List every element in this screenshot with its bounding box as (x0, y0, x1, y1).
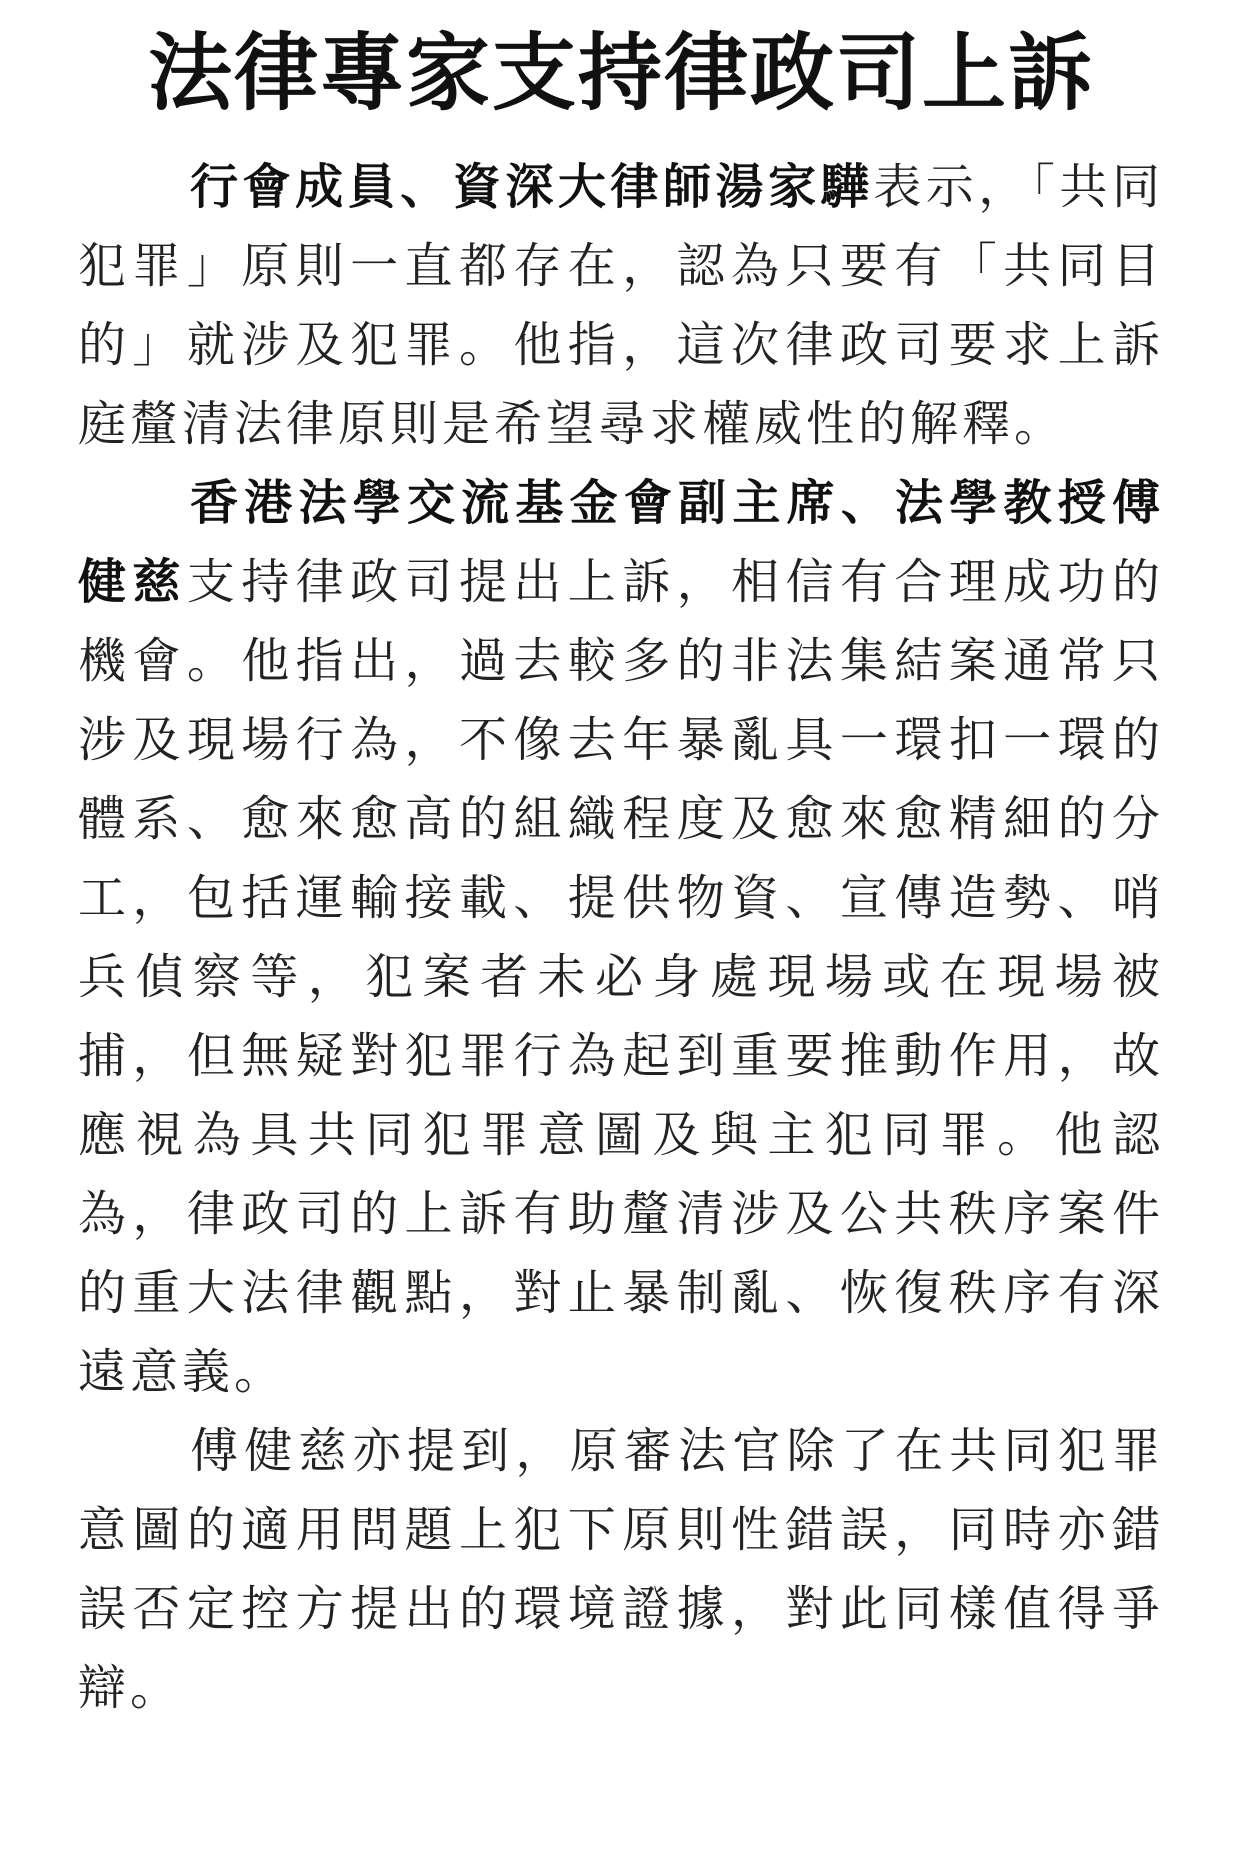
paragraph-2-lead: 香港法學交流基金會副主席、法學教授傅健慈 (78, 475, 1164, 610)
headline: 法律專家支持律政司上訴 (147, 23, 1094, 122)
paragraph-3 (78, 1412, 1164, 1728)
paragraph-2 (78, 464, 1164, 1412)
article-body (78, 148, 1164, 1728)
paragraph-2-text: 支持律政司提出上訴，相信有合理成功的機會。他指出，過去較多的非法集結案通常只涉及現場行為，不像去年暴亂具一環扣一環的體系、愈來愈高的組織程度及愈來愈精細的分工，包括運輸接載、提供物資、宣傳造勢、哨兵偵察等，犯案者未必身處現場或在現場被捕，但無疑對犯罪行為起到重要推動作用，故應視為具共同犯罪意圖及與主犯同罪。他認為，律政司的上訴有助釐清涉及公共秩序案件的重大法律觀點，對止暴制亂、恢復秩序有深遠意義。 (78, 554, 1164, 1400)
paragraph-1-lead: 行會成員、資深大律師湯家驊 (190, 159, 874, 215)
paragraph-1-text: 表示，「共同犯罪」原則一直都存在，認為只要有「共同目的」就涉及犯罪。他指，這次律政司要求上訴庭釐清法律原則是希望尋求權威性的解釋。 (78, 159, 1164, 452)
paragraph-3-text: 傅健慈亦提到，原審法官除了在共同犯罪意圖的適用問題上犯下原則性錯誤，同時亦錯誤否定控方提出的環境證據，對此同樣值得爭辯。 (78, 1423, 1164, 1716)
paragraph-1 (78, 148, 1164, 464)
